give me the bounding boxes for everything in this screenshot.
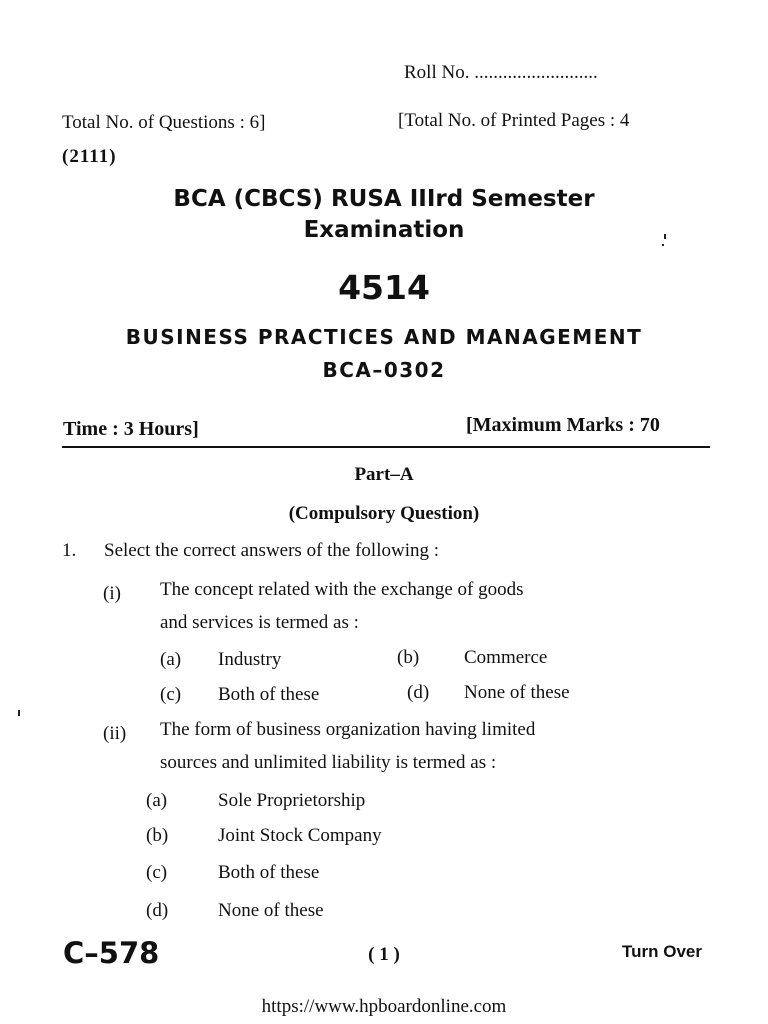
- option-key: (c): [160, 684, 182, 705]
- paper-code: (2111): [62, 146, 117, 167]
- subquestion-text-line2: and services is termed as :: [160, 612, 359, 633]
- option-key: (d): [407, 682, 430, 703]
- subquestion-text-line1: The concept related with the exchange of goods: [160, 579, 524, 600]
- exam-duration: Time : 3 Hours]: [63, 418, 199, 440]
- option-text: Both of these: [218, 862, 320, 883]
- subject-code: BCA–0302: [322, 358, 446, 382]
- part-label: Part–A: [354, 464, 414, 485]
- scan-speck: [18, 710, 20, 716]
- subquestion-number: (i): [103, 583, 121, 604]
- exam-title-line2: Examination: [303, 217, 465, 243]
- option-text: Commerce: [464, 647, 548, 668]
- option-key: (d): [146, 900, 169, 921]
- scan-speck: [662, 244, 664, 246]
- maximum-marks: [Maximum Marks : 70: [466, 414, 660, 436]
- turn-over-label: Turn Over: [622, 942, 702, 961]
- total-printed-pages: [Total No. of Printed Pages : 4: [398, 110, 630, 131]
- subquestion-number: (ii): [103, 723, 127, 744]
- option-text: None of these: [464, 682, 570, 703]
- option-text: None of these: [218, 900, 324, 921]
- subquestion-text-line1: The form of business organization having limited: [160, 719, 536, 740]
- option-key: (a): [146, 790, 168, 811]
- source-url: https://www.hpboardonline.com: [261, 996, 507, 1017]
- option-key: (b): [397, 647, 420, 668]
- option-key: (b): [146, 825, 169, 846]
- subquestion-text-line2: sources and unlimited liability is termed as :: [160, 752, 497, 773]
- exam-title-line1: BCA (CBCS) RUSA IIIrd Semester: [173, 186, 595, 212]
- option-text: Industry: [218, 649, 282, 670]
- header-divider: [62, 446, 710, 448]
- option-text: Joint Stock Company: [218, 825, 382, 846]
- option-key: (c): [146, 862, 168, 883]
- footer-paper-code: C–578: [63, 936, 160, 970]
- option-text: Sole Proprietorship: [218, 790, 366, 811]
- page-number: ( 1 ): [368, 944, 400, 965]
- option-text: Both of these: [218, 684, 320, 705]
- part-subtitle: (Compulsory Question): [288, 503, 480, 524]
- total-questions: Total No. of Questions : 6]: [62, 112, 266, 133]
- option-key: (a): [160, 649, 182, 670]
- scan-speck: [664, 234, 666, 239]
- subject-title: BUSINESS PRACTICES AND MANAGEMENT: [125, 325, 643, 349]
- question-text: Select the correct answers of the following :: [104, 540, 440, 561]
- roll-number-field: Roll No. ..........................: [404, 62, 598, 83]
- question-number: 1.: [62, 540, 77, 561]
- paper-number: 4514: [338, 268, 430, 307]
